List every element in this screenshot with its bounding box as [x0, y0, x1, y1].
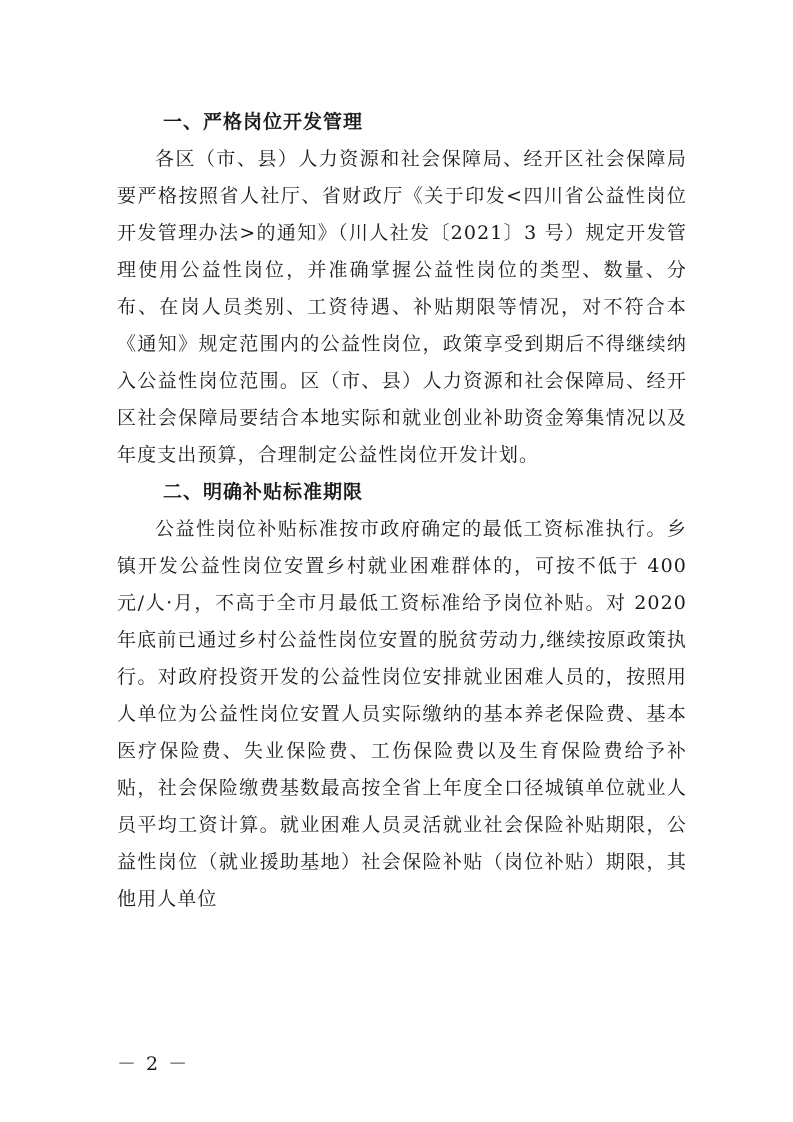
- section-paragraph-2: 公益性岗位补贴标准按市政府确定的最低工资标准执行。乡镇开发公益性岗位安置乡村就业困难群体的，可按不低于 400 元/人·月，不高于全市月最低工资标准给予岗位补贴。对 2020 年底前已通过乡村公益性岗位安置的脱贫劳动力,继续按原政策执行。对政府投资开发的公益性岗位安排就业困难人员的，按照用人单位为公益性岗位安置人员实际缴纳的基本养老保险费、基本医疗保险费、失业保险费、工伤保险费以及生育保险费给予补贴，社会保险缴费基数最高按全省上年度全口径城镇单位就业人员平均工资计算。就业困难人员灵活就业社会保险补贴期限，公益性岗位（就业援助基地）社会保险补贴（岗位补贴）期限，其他用人单位: [117, 518, 687, 910]
- document-body: [117, 104, 687, 918]
- page-number: － 2 －: [117, 1053, 190, 1075]
- section-heading-1: 一、严格岗位开发管理: [163, 111, 364, 133]
- section-1: [117, 104, 687, 474]
- section-paragraph-1: 各区（市、县）人力资源和社会保障局、经开区社会保障局要严格按照省人社厅、省财政厅《关于印发<四川省公益性岗位开发管理办法>的通知》（川人社发〔2021〕3 号）规定开发管理使用公益性岗位，并准确掌握公益性岗位的类型、数量、分布、在岗人员类别、工资待遇、补贴期限等情况，对不符合本《通知》规定范围内的公益性岗位，政策享受到期后不得继续纳入公益性岗位范围。区（市、县）人力资源和社会保障局、经开区社会保障局要结合本地实际和就业创业补助资金筹集情况以及年度支出预算，合理制定公益性岗位开发计划。: [117, 148, 687, 466]
- section-heading-2: 二、明确补贴标准期限: [163, 481, 364, 503]
- section-2: [117, 474, 687, 918]
